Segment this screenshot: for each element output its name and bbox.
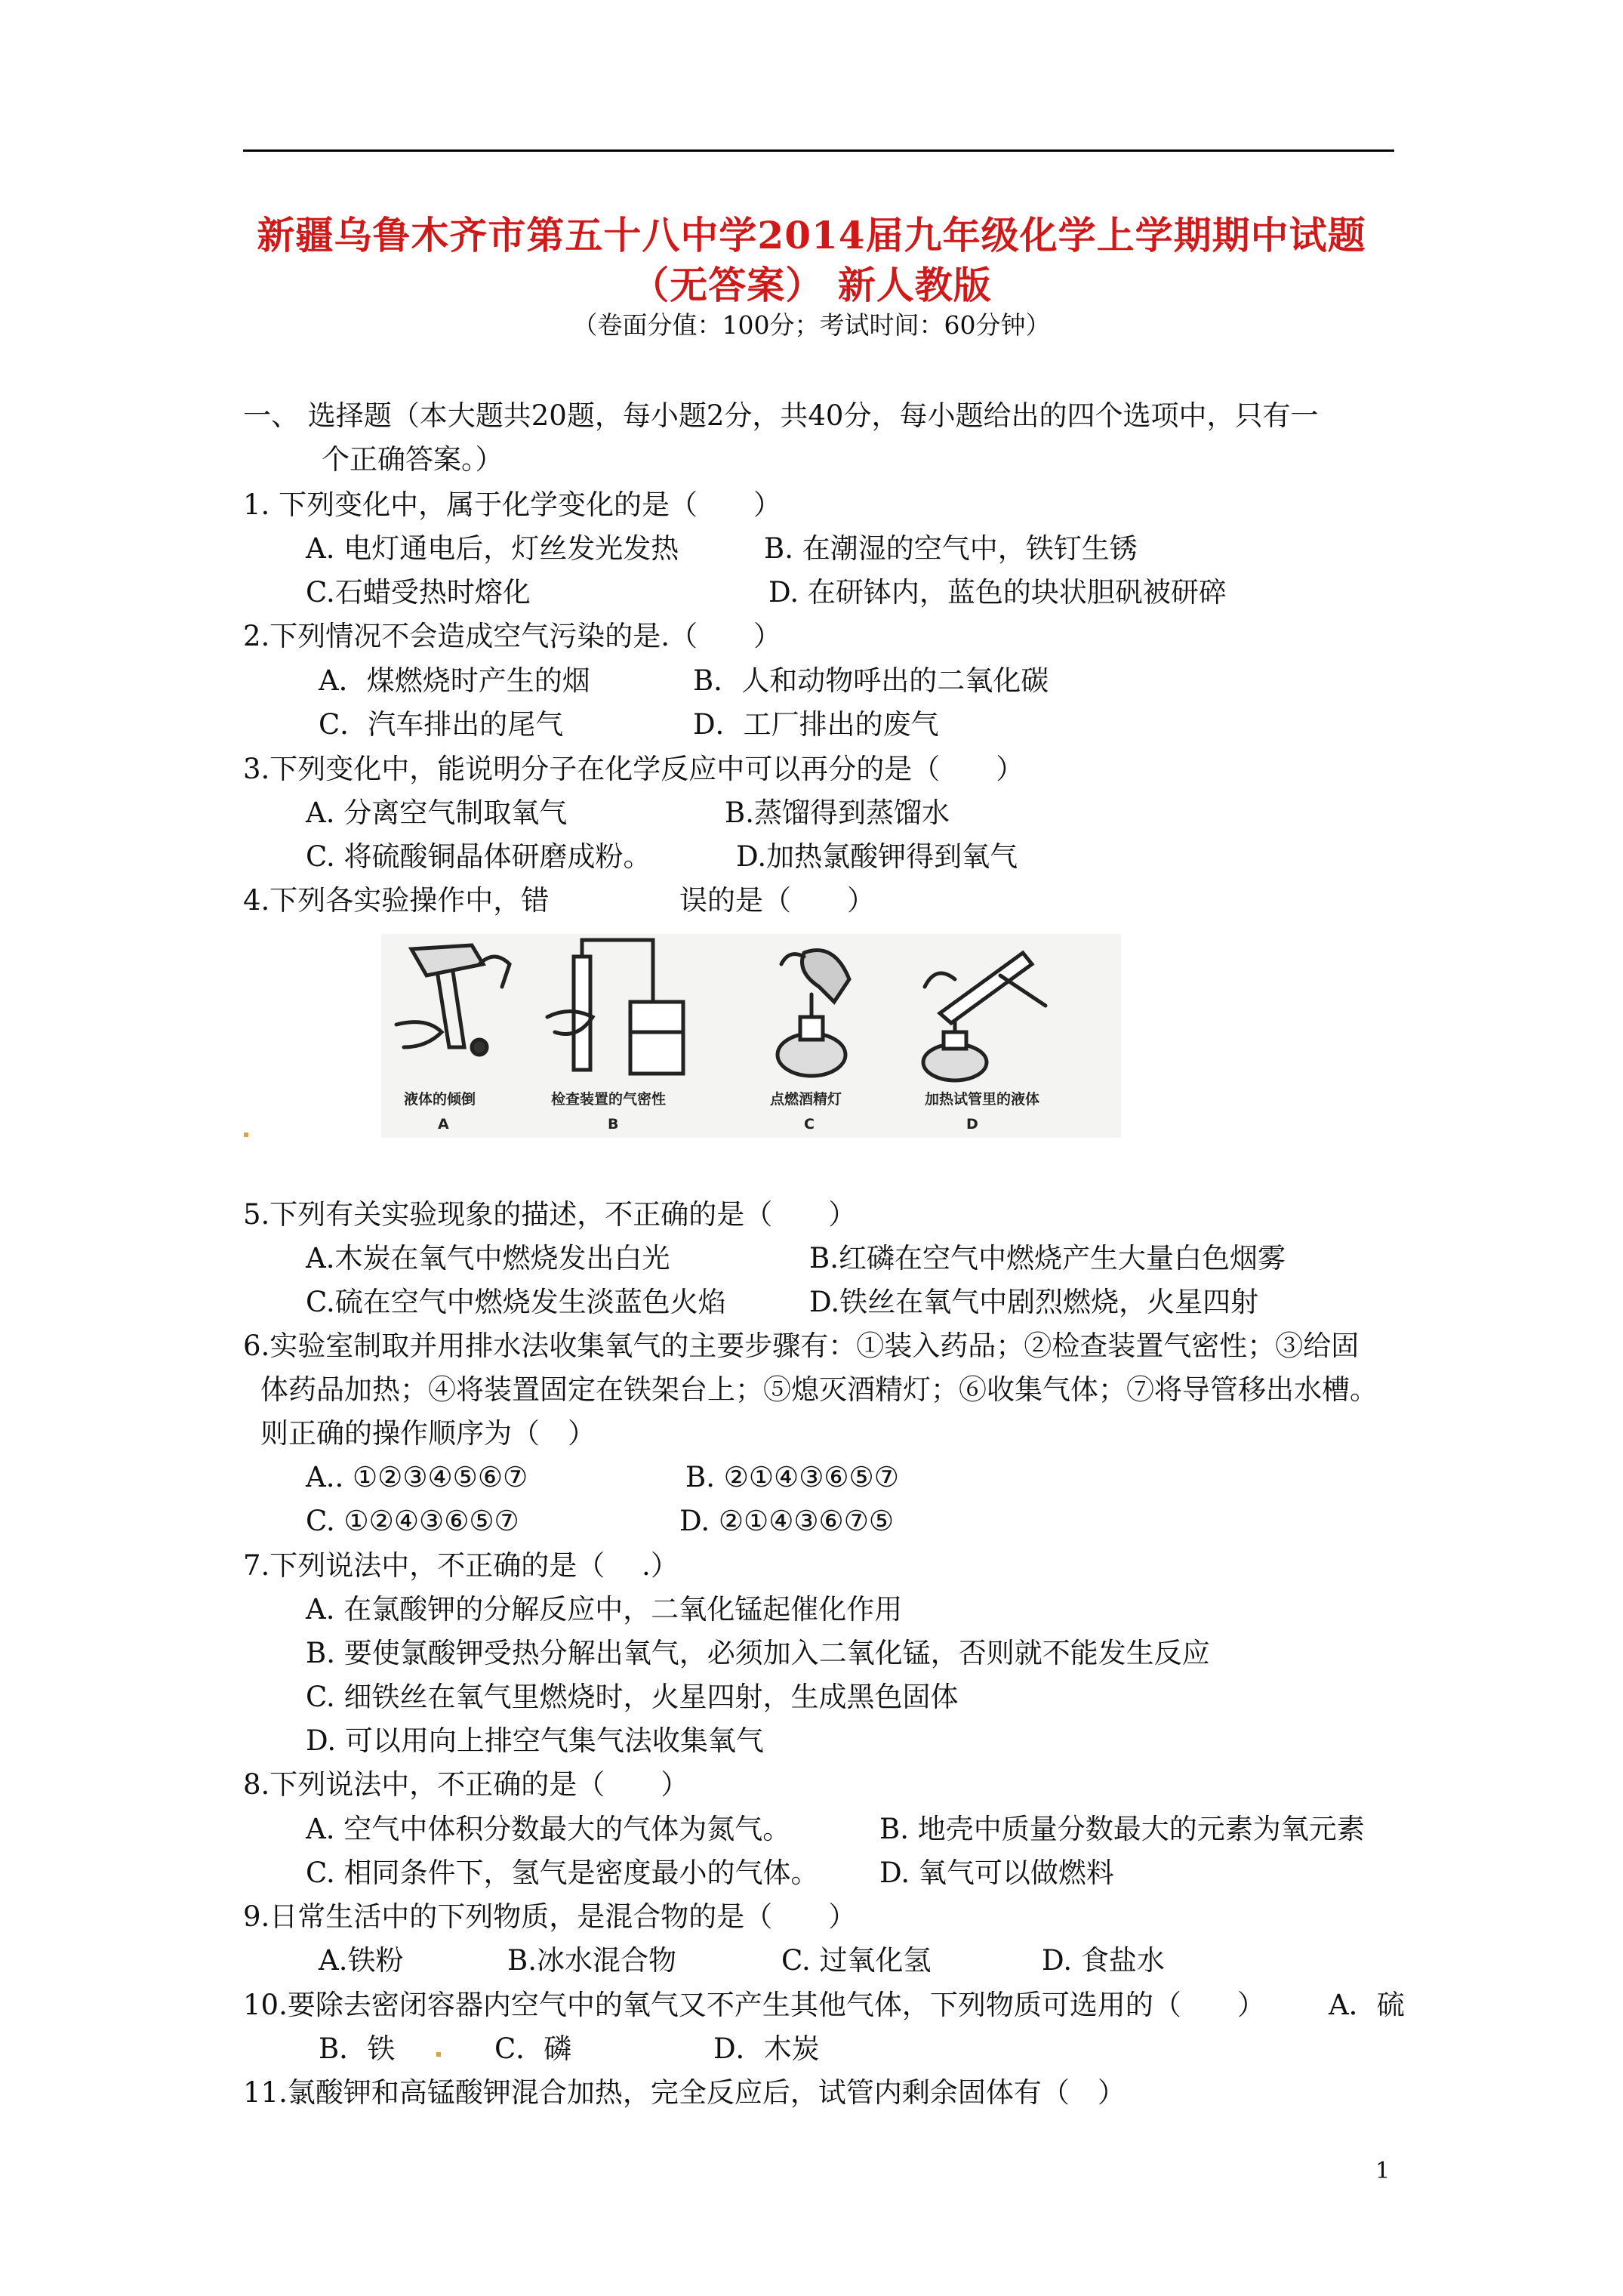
question-3-stem: 3.下列变化中，能说明分子在化学反应中可以再分的是（ ） [243,753,1024,785]
q3-option-c: C. 将硫酸铜晶体研磨成粉。 [306,840,651,873]
q2-option-c: C．汽车排出的尾气 [319,708,564,741]
caption-a: 液体的倾倒 [404,1091,476,1108]
q2-option-a: A．煤燃烧时产生的烟 [319,664,590,697]
q3-option-a: A. 分离空气制取氧气 [306,797,568,829]
q9-option-a: A.铁粉 [319,1944,404,1977]
question-1-stem: 1. 下列变化中，属于化学变化的是（ ） [243,488,782,521]
stray-mark [244,1133,248,1137]
question-4-stem: 4.下列各实验操作中，错 [243,884,550,917]
letter-c: C [804,1116,815,1133]
stray-mark [436,2052,441,2057]
question-4-stem-cont: 误的是（ ） [679,884,875,917]
lab-operations-figure [381,934,1121,1138]
header-rule [243,149,1394,152]
q7-option-a: A. 在氯酸钾的分解反应中，二氧化锰起催化作用 [306,1593,903,1626]
caption-d: 加热试管里的液体 [925,1091,1040,1108]
q10-option-c: C．磷 [494,2032,572,2065]
q3-option-d: D.加热氯酸钾得到氧气 [736,840,1018,873]
page-title: 新疆乌鲁木齐市第五十八中学2014届九年级化学上学期期中试题 [257,213,1366,257]
section-heading: 一、 选择题（本大题共20题，每小题2分，共40分，每小题给出的四个选项中，只有一 [243,399,1319,432]
q8-option-a: A. 空气中体积分数最大的气体为氮气。 [306,1813,791,1845]
question-9-stem: 9.日常生活中的下列物质，是混合物的是（ ） [243,1900,857,1933]
question-7-stem: 7.下列说法中，不正确的是（ .） [243,1549,679,1582]
letter-d: D [966,1116,978,1133]
q7-option-d: D. 可以用向上排空气集气法收集氧气 [306,1724,764,1757]
q5-option-b: B.红磷在空气中燃烧产生大量白色烟雾 [809,1242,1286,1274]
question-11-stem: 11.氯酸钾和高锰酸钾混合加热，完全反应后，试管内剩余固体有（ ） [243,2076,1126,2109]
question-5-stem: 5.下列有关实验现象的描述，不正确的是（ ） [243,1198,857,1231]
question-6-stem-line3: 则正确的操作顺序为（ ） [260,1417,596,1450]
page-number: 1 [1375,2158,1390,2184]
question-8-stem: 8.下列说法中，不正确的是（ ） [243,1768,689,1801]
question-6-stem-line2: 体药品加热；④将装置固定在铁架台上；⑤熄灭酒精灯；⑥收集气体；⑦将导管移出水槽。 [260,1373,1378,1406]
question-2-stem: 2.下列情况不会造成空气污染的是.（ ） [243,620,782,652]
letter-b: B [608,1116,619,1133]
q1-option-d: D. 在研钵内，蓝色的块状胆矾被研碎 [768,576,1227,609]
q5-option-d: D.铁丝在氧气中剧烈燃烧，火星四射 [809,1286,1259,1318]
q9-option-c: C. 过氧化氢 [781,1944,932,1977]
q3-option-b: B.蒸馏得到蒸馏水 [725,797,950,829]
q5-option-a: A.木炭在氧气中燃烧发出白光 [306,1242,670,1274]
q9-option-b: B.冰水混合物 [507,1944,676,1977]
q1-option-c: C.石蜡受热时熔化 [306,576,531,609]
q8-option-d: D. 氧气可以做燃料 [879,1857,1114,1889]
q10-option-b: B．铁 [319,2032,396,2065]
q1-option-a: A. 电灯通电后，灯丝发光发热 [306,532,679,565]
q6-option-c: C. ①②④③⑥⑤⑦ [306,1505,519,1537]
q10-option-a: A．硫 [1329,1989,1405,2021]
q7-option-c: C. 细铁丝在氧气里燃烧时，火星四射，生成黑色固体 [306,1681,959,1713]
q1-option-b: B. 在潮湿的空气中，铁钉生锈 [764,532,1138,565]
caption-b: 检查装置的气密性 [551,1091,667,1108]
q7-option-b: B. 要使氯酸钾受热分解出氧气，必须加入二氧化锰，否则就不能发生反应 [306,1637,1210,1669]
q5-option-c: C.硫在空气中燃烧发生淡蓝色火焰 [306,1286,726,1318]
q9-option-d: D. 食盐水 [1042,1944,1165,1977]
q6-option-a: A.. ①②③④⑤⑥⑦ [306,1461,528,1493]
q6-option-b: B. ②①④③⑥⑤⑦ [685,1461,899,1493]
question-6-stem: 6.实验室制取并用排水法收集氧气的主要步骤有：①装入药品；②检查装置气密性；③给固 [243,1330,1360,1362]
exam-info: （卷面分值：100分；考试时间：60分钟） [572,310,1051,340]
q2-option-b: B．人和动物呼出的二氧化碳 [693,664,1049,697]
caption-c: 点燃酒精灯 [770,1091,842,1108]
q2-option-d: D．工厂排出的废气 [693,708,939,741]
section-heading-cont: 个正确答案。） [322,443,504,476]
question-10-stem: 10.要除去密闭容器内空气中的氧气又不产生其他气体，下列物质可选用的（ ） [243,1989,1265,2021]
q10-option-d: D．木炭 [713,2032,820,2065]
q8-option-c: C. 相同条件下，氢气是密度最小的气体。 [306,1857,819,1889]
q6-option-d: D. ②①④③⑥⑦⑤ [679,1505,895,1537]
q8-option-b: B. 地壳中质量分数最大的元素为氧元素 [879,1813,1365,1845]
page-title-line2: （无答案） 新人教版 [631,263,992,307]
letter-a: A [438,1116,449,1133]
